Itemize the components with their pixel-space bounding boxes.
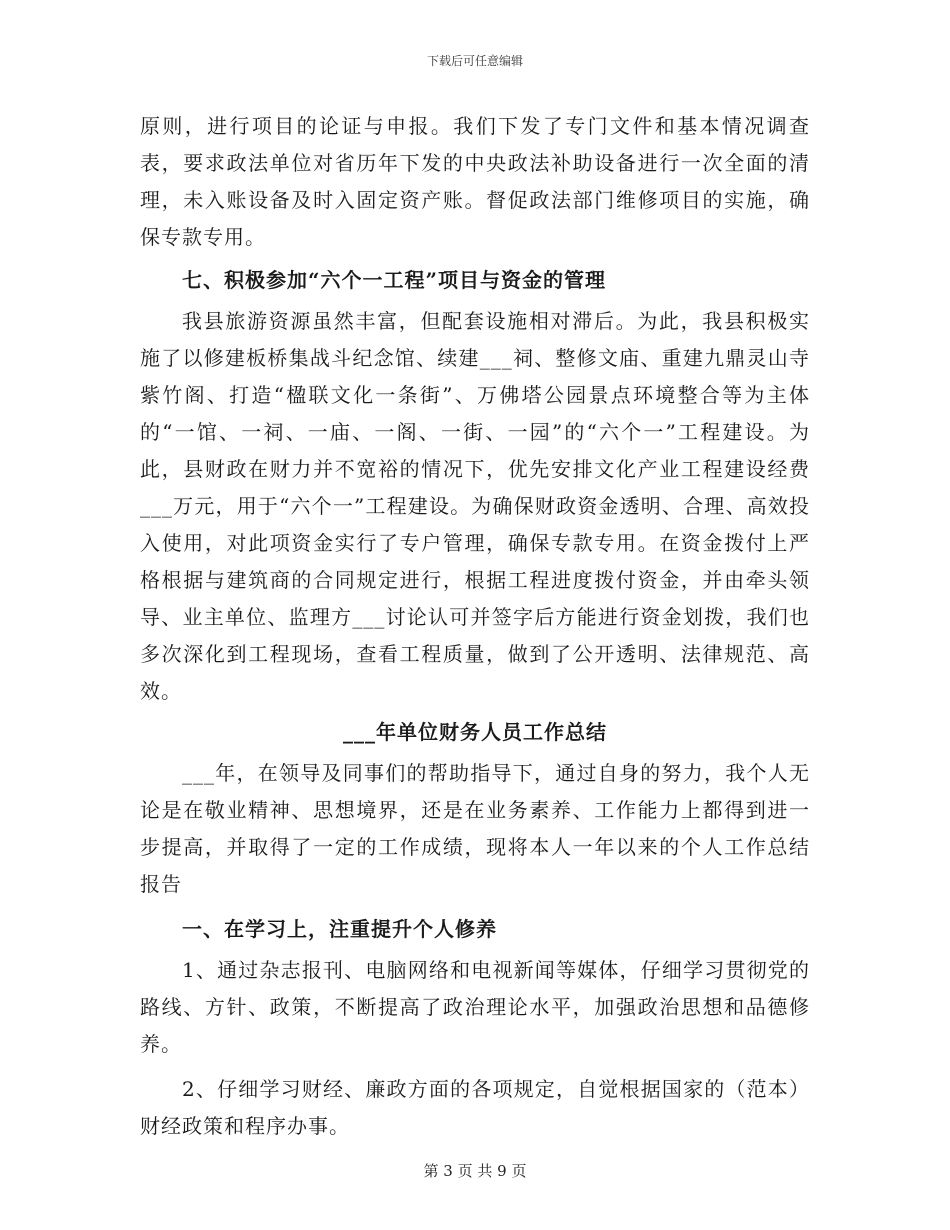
document-title: ___年单位财务人员工作总结 — [343, 720, 607, 744]
paragraph-six-projects: 我县旅游资源虽然丰富，但配套设施相对滞后。为此，我县积极实施了以修建板桥集战斗纪念馆、续建___祠、整修文庙、重建九鼎灵山寺紫竹阁、打造“楹联文化一条街”、万佛塔公园景点环境整合等为主体的“一馆、一祠、一庙、一阁、一街、一园”的“六个一”工程建设。为此，县财政在财力并不宽裕的情况下，优先安排文化产业工程建设经费___万元，用于“六个一”工程建设。为确保财政资金透明、合理、高效投入使用，对此项资金实行了专户管理，确保专款专用。在资金拨付上严格根据与建筑商的合同规定进行，根据工程进度拨付资金，并由牵头领导、业主单位、监理方___讨论认可并签字后方能进行资金划拨，我们也多次深化到工程现场，查看工程质量，做到了公开透明、法律规范、高效。 — [140, 309, 810, 703]
document-body — [140, 108, 810, 1145]
section-heading-one: 一、在学习上，注重提升个人修养 — [182, 917, 497, 941]
page-header-note: 下载后可任意编辑 — [426, 54, 523, 68]
paragraph-item-1: 1、通过杂志报刊、电脑网络和电视新闻等媒体，仔细学习贯彻党的路线、方针、政策，不断提高了政治理论水平，加强政治思想和品德修养。 — [140, 958, 810, 1056]
paragraph-principles: 原则，进行项目的论证与申报。我们下发了专门文件和基本情况调查表，要求政法单位对省历年下发的中央政法补助设备进行一次全面的清理，未入账设备及时入固定资产账。督促政法部门维修项目的实施，确保专款专用。 — [140, 114, 810, 249]
section-heading-seven: 七、积极参加“六个一工程”项目与资金的管理 — [182, 268, 607, 292]
page-number: 第 3 页 共 9 页 — [423, 1162, 527, 1180]
paragraph-item-2: 2、仔细学习财经、廉政方面的各项规定，自觉根据国家的（范本）财经政策和程序办事。 — [140, 1077, 810, 1138]
paragraph-intro: ___年，在领导及同事们的帮助指导下，通过自身的努力，我个人无论是在敬业精神、思想境界，还是在业务素养、工作能力上都得到进一步提高，并取得了一定的工作成绩，现将本人一年以来的个人工作总结报告 — [140, 761, 810, 896]
